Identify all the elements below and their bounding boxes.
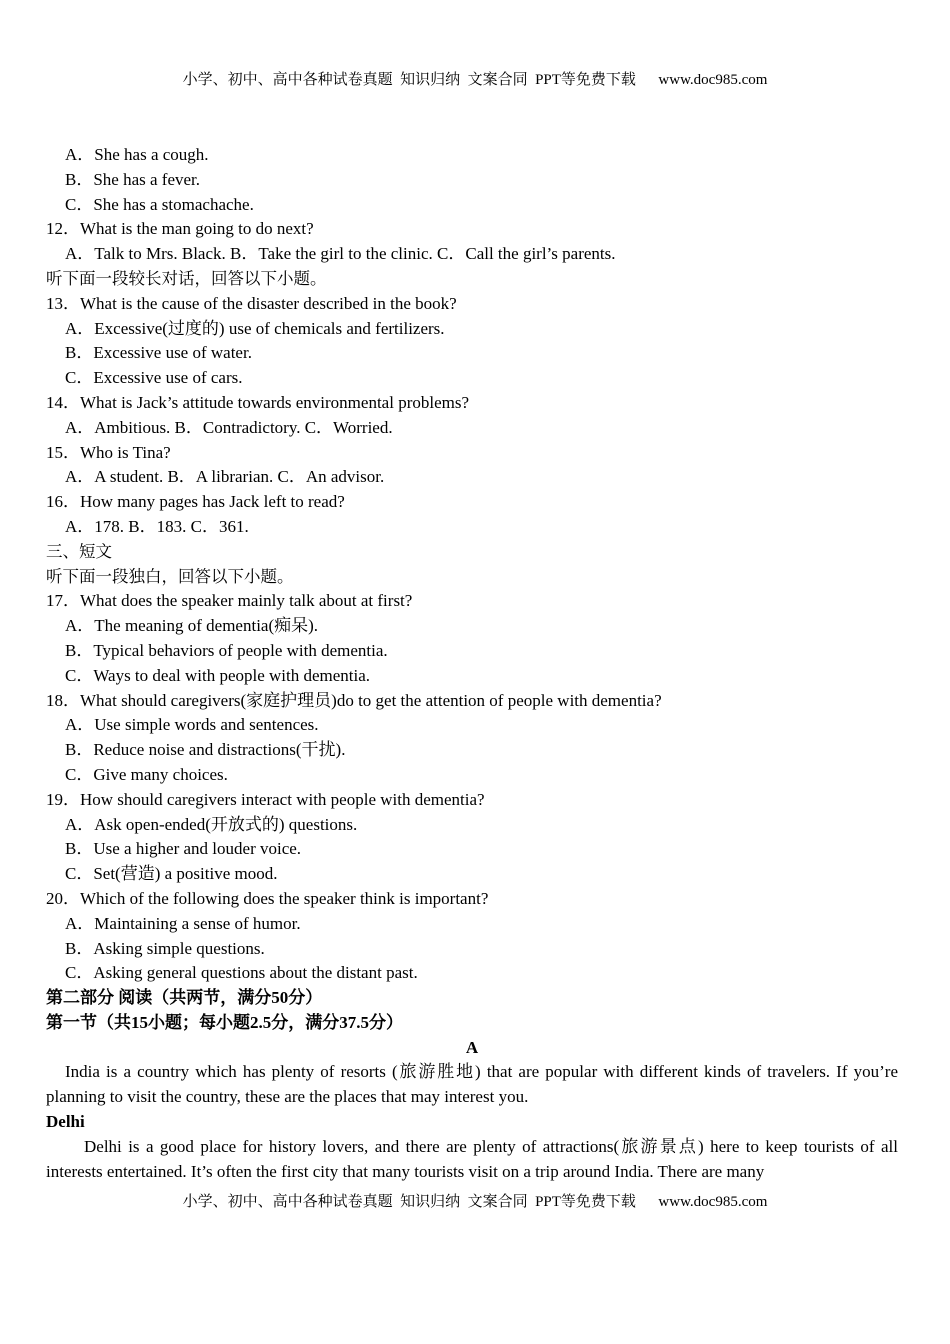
section-instruction: 听下面一段独白，回答以下小题。	[46, 566, 294, 586]
option-line: A．Use simple words and sentences.	[65, 715, 319, 735]
section-heading: 三、短文	[46, 541, 112, 561]
option-line: B．Excessive use of water.	[65, 343, 252, 363]
question-line: 18．What should caregivers(家庭护理员)do to get the attention of people with dementia?	[46, 690, 662, 710]
option-line: A．The meaning of dementia(痴呆).	[65, 616, 319, 636]
option-line: B．Asking simple questions.	[65, 938, 265, 958]
passage-subheading: Delhi	[46, 1112, 85, 1132]
option-line: A．Ask open-ended(开放式的) questions.	[65, 814, 358, 834]
option-line: A．A student. B．A librarian. C．An advisor.	[65, 467, 385, 487]
option-line: A．Excessive(过度的) use of chemicals and fertilizers.	[65, 318, 445, 338]
option-line: B．Use a higher and louder voice.	[65, 839, 302, 859]
option-line: C．Set(营造) a positive mood.	[65, 864, 278, 884]
section-instruction: 听下面一段较长对话，回答以下小题。	[46, 268, 327, 288]
option-line: A．Talk to Mrs. Black. B．Take the girl to the clinic. C．Call the girl’s parents.	[65, 244, 616, 264]
page-footer: 小学、初中、高中各种试卷真题 知识归纳 文案合同 PPT等免费下载 www.doc985.com	[182, 1194, 768, 1210]
question-line: 14．What is Jack’s attitude towards environmental problems?	[46, 392, 470, 412]
exam-content	[46, 143, 898, 1184]
question-line: 20．Which of the following does the speaker think is important?	[46, 888, 489, 908]
option-line: B．She has a fever.	[65, 169, 201, 189]
option-line: C．Excessive use of cars.	[65, 368, 243, 388]
option-line: B．Typical behaviors of people with dementia.	[65, 640, 388, 660]
part-heading: 第二部分 阅读（共两节，满分50分）	[46, 988, 323, 1008]
section-heading-bold: 第一节（共15小题；每小题2.5分，满分37.5分）	[46, 1012, 403, 1032]
page-header: 小学、初中、高中各种试卷真题 知识归纳 文案合同 PPT等免费下载 www.doc985.com	[182, 72, 768, 88]
question-line: 16．How many pages has Jack left to read?	[46, 492, 345, 512]
passage-paragraph: Delhi is a good place for history lovers, and there are plenty of attractions(旅游景点) here to keep tourists of all interests entertained. It’s often the first city that many tourists visit on a trip around India. There are many	[46, 1136, 898, 1181]
option-line: A．She has a cough.	[65, 145, 209, 164]
passage-intro: India is a country which has plenty of resorts (旅游胜地) that are popular with different kinds of travelers. If you’re planning to visit the country, these are the places that may interest you.	[46, 1062, 898, 1107]
passage-label: A	[465, 1037, 479, 1057]
question-line: 17．What does the speaker mainly talk about at first?	[46, 591, 413, 611]
option-line: C．Ways to deal with people with dementia.	[65, 665, 371, 685]
question-line: 15．Who is Tina?	[46, 442, 171, 462]
option-line: C．She has a stomachache.	[65, 194, 254, 214]
option-line: B．Reduce noise and distractions(干扰).	[65, 740, 346, 760]
option-line: A．178. B．183. C．361.	[65, 516, 249, 536]
option-line: C．Give many choices.	[65, 764, 228, 784]
option-line: C．Asking general questions about the distant past.	[65, 963, 418, 983]
option-line: A．Ambitious. B．Contradictory. C．Worried.	[65, 417, 393, 437]
question-line: 12．What is the man going to do next?	[46, 219, 314, 239]
question-line: 19．How should caregivers interact with people with dementia?	[46, 789, 485, 809]
option-line: A．Maintaining a sense of humor.	[65, 913, 301, 933]
question-line: 13．What is the cause of the disaster described in the book?	[46, 293, 457, 313]
